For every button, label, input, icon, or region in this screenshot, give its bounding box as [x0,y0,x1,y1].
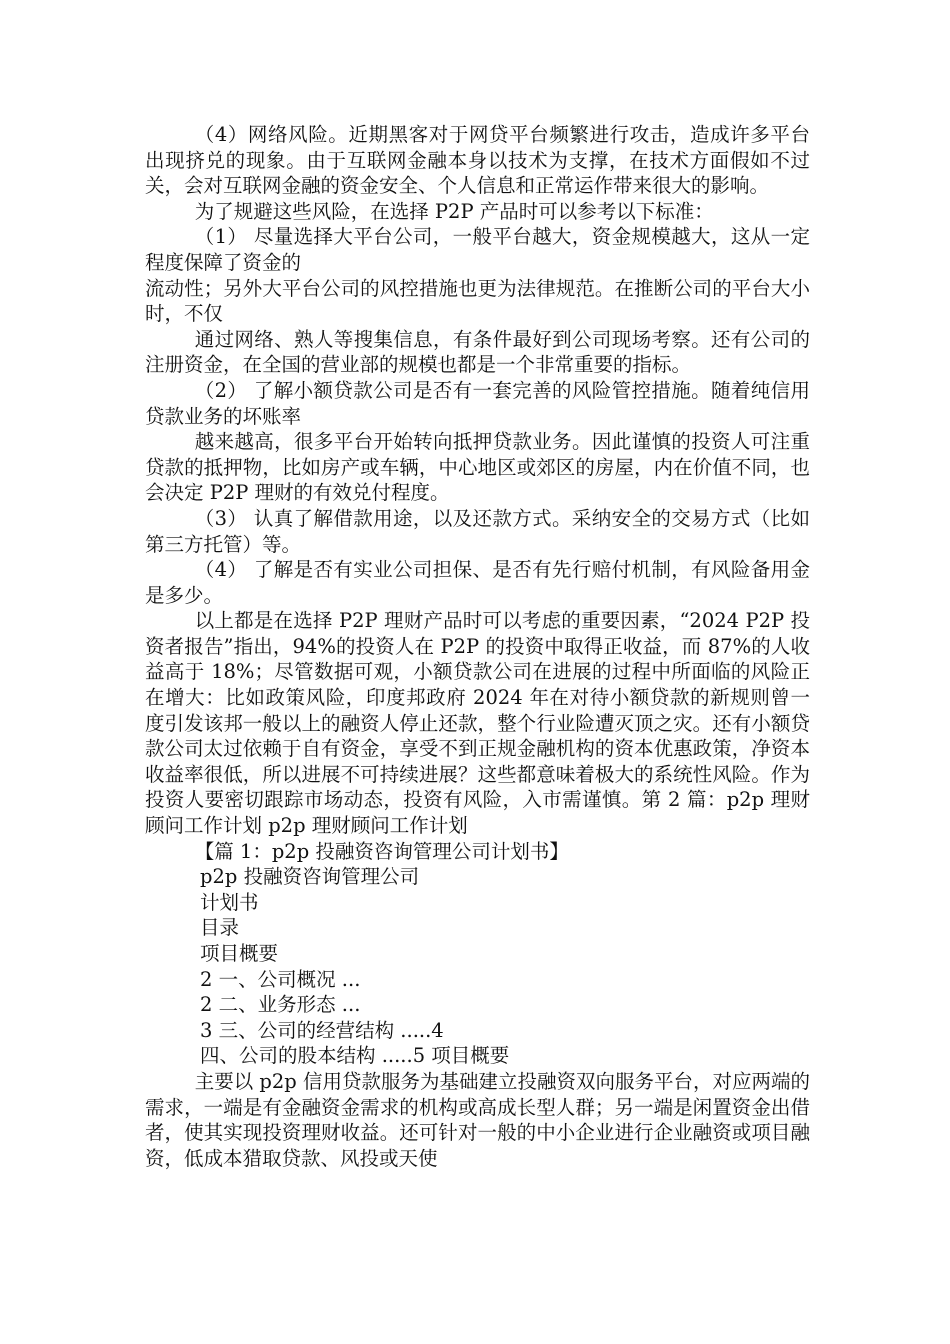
paragraph-project-overview: 主要以 p2p 信用贷款服务为基础建立投融资双向服务平台，对应两端的需求，一端是有金融资金需求的机构或高成长型人群；另一端是闲置资金出借者，使其实现投资理财收益。还可针对一般的中小企业进行企业融资或项目融资，低成本猎取贷款、风投或天使 [145,1069,810,1170]
paragraph-standards-intro: 为了规避这些风险，在选择 P2P 产品时可以参考以下标准： [194,199,714,223]
toc-item: 3 三、公司的经营结构 .....4 [200,1018,444,1042]
document-body [145,122,810,1171]
paragraph-standard-1-detail: 通过网络、熟人等搜集信息，有条件最好到公司现场考察。还有公司的注册资金，在全国的营业部的规模也都是一个非常重要的指标。 [145,327,810,377]
toc-item: 项目概要 [200,942,279,965]
paragraph-standard-2-detail: 越来越高，很多平台开始转向抵押贷款业务。因此谨慎的投资人可注重贷款的抵押物，比如房产或车辆，中心地区或郊区的房屋，内在价值不同，也会决定 P2P 理财的有效兑付程度。 [145,430,810,505]
paragraph-summary: 以上都是在选择 P2P 理财产品时可以考虑的重要因素，“2024 P2P 投资者报告”指出，94%的投资人在 P2P 的投资中取得正收益，而 87%的人收益高于 18%；尽管数据可观，小额贷款公司在进展的过程中所面临的风险正在增大：比如政策风险，印度邦政府 2024 年在对待小额贷款的新规则曾一度引发该邦一般以上的融资人停止还款，整个行业险遭灭顶之灾。还有小额贷款公司太过依赖于自有资金，享受不到正规金融机构的资本优惠政策，净资本收益率很低，所以进展不可持续进展？这些都意味着极大的系统性风险。作为投资人要密切跟踪市场动态，投资有风险，入市需谨慎。第 2 篇：p2p 理财顾问工作计划 p2p 理财顾问工作计划 [145,609,810,838]
paragraph-standard-4: （4） 了解是否有实业公司担保、是否有先行赔付机制，有风险备用金是多少。 [145,558,810,607]
paragraph-network-risk: （4）网络风险。近期黑客对于网贷平台频繁进行攻击，造成许多平台出现挤兑的现象。由于互联网金融本身以技术为支撑，在技术方面假如不过关，会对互联网金融的资金安全、个人信息和正常运作带来很大的影响。 [145,123,810,198]
paragraph-standard-3: （3） 认真了解借款用途，以及还款方式。采纳安全的交易方式（比如第三方托管）等。 [145,506,810,556]
company-title: p2p 投融资咨询管理公司 [200,865,420,889]
plan-title: 计划书 [200,890,259,914]
toc-heading: 目录 [200,916,240,940]
paragraph-standard-1: （1） 尽量选择大平台公司，一般平台越大，资金规模越大，这从一定程度保障了资金的 [145,225,810,274]
toc-item: 2 一、公司概况 ... [200,967,361,991]
section-heading: 【篇 1：p2p 投融资咨询管理公司计划书】 [194,839,569,863]
toc-item: 四、公司的股本结构 .....5 项目概要 [200,1044,510,1068]
paragraph-standard-2: （2） 了解小额贷款公司是否有一套完善的风险管控措施。随着纯信用贷款业务的坏账率 [145,378,810,428]
toc-item: 2 二、业务形态 ... [200,993,361,1017]
paragraph-standard-1-cont: 流动性；另外大平台公司的风控措施也更为法律规范。在推断公司的平台大小时，不仅 [145,276,810,326]
